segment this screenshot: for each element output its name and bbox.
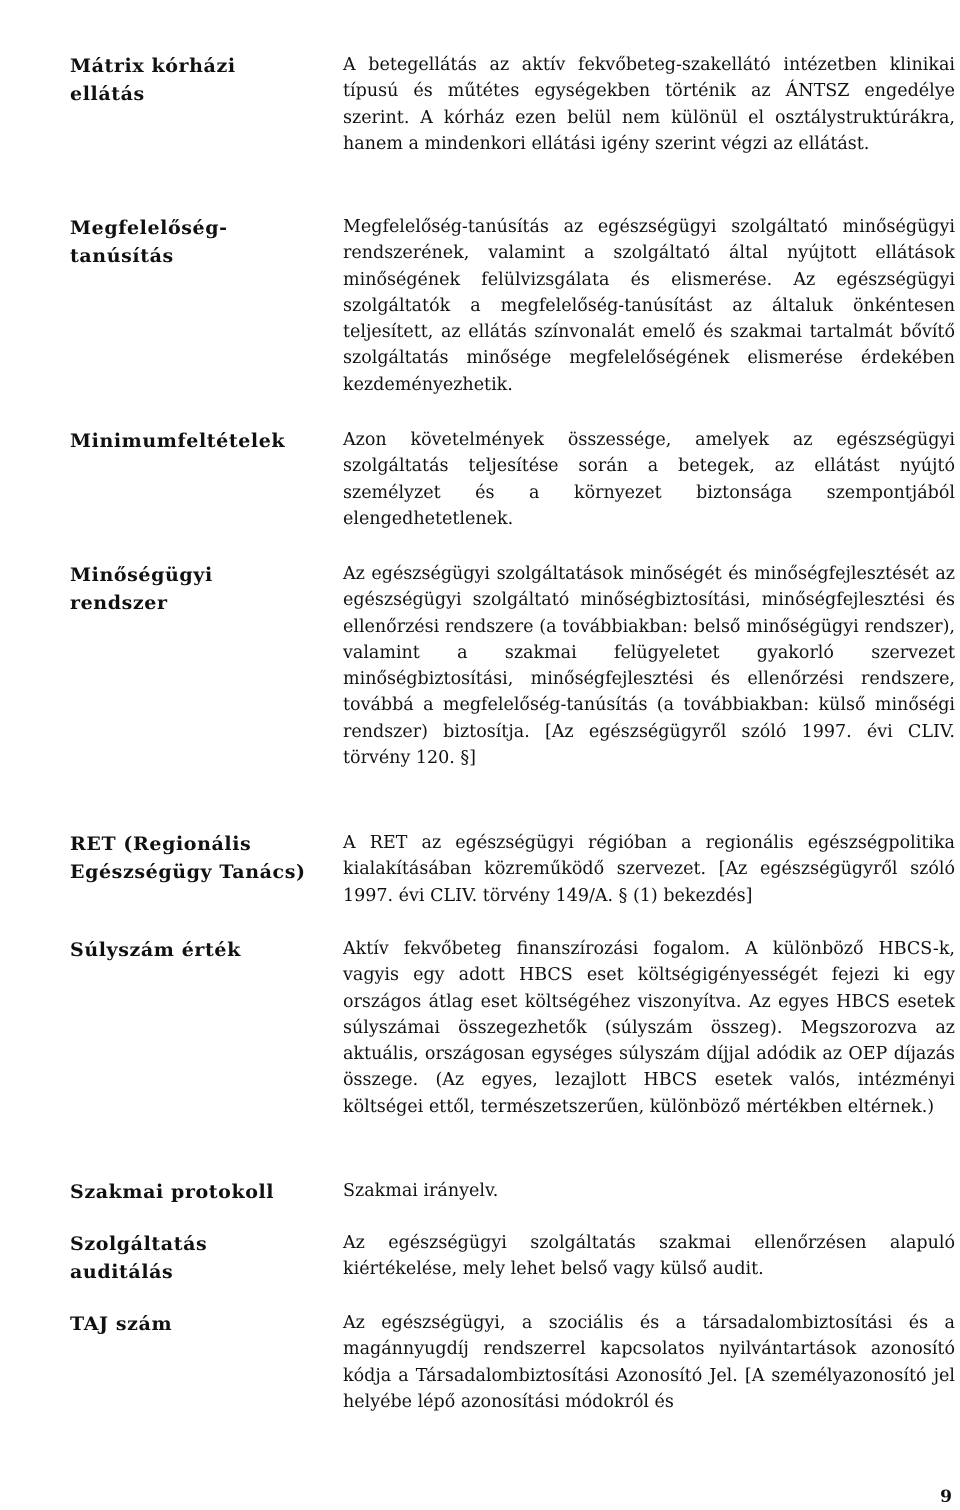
term-definition: Az egészségügyi, a szociális és a társadalombiztosítási és a magánnyugdíj rendszerrel kapcsolatos nyilvántartások azonosító kódja a Társadalombiztosítási Azonosító Jel. [A személyazonosító jel helyébe lépő azonosítási módokról és bbox=[343, 1313, 955, 1412]
term-label bbox=[70, 1230, 328, 1286]
term-line: Súlyszám érték bbox=[70, 939, 241, 961]
term-label bbox=[70, 52, 328, 108]
term-label bbox=[70, 1178, 328, 1206]
term-line: rendszer bbox=[70, 592, 168, 614]
term-label bbox=[70, 830, 328, 886]
term-line: TAJ szám bbox=[70, 1313, 173, 1335]
term-line: Szolgáltatás bbox=[70, 1233, 208, 1255]
term-definition: A betegellátás az aktív fekvőbeteg-szakellátó intézetben klinikai típusú és műtétes egységekben történik az ÁNTSZ engedélye szerint. A kórház ezen belül nem különül el osztálystruktúrákra, hanem a mindenkori ellátási igény szerint végzi az ellátást. bbox=[343, 55, 955, 154]
term-line: Szakmai protokoll bbox=[70, 1181, 275, 1203]
term-label bbox=[70, 1310, 328, 1338]
term-definition: Megfelelőség-tanúsítás az egészségügyi szolgáltató minőségügyi rendszerének, valamint a szolgáltató által nyújtott ellátások minőségének felülvizsgálata és elismerése. Az egészségügyi szolgáltatók a megfelelőség-tanúsítást az általuk önkéntesen teljesített, az ellátás színvonalát emelő és szakmai tartalmát bővítő szolgáltatás minősége megfelelőségének elismerése érdekében kezdeményezhetik. bbox=[343, 217, 955, 395]
term-label bbox=[70, 427, 328, 455]
term-definition: Szakmai irányelv. bbox=[343, 1181, 499, 1201]
term-definition: Aktív fekvőbeteg finanszírozási fogalom. A különböző HBCS-k, vagyis egy adott HBCS eset költségigényességét fejezi ki egy országos átlag eset költségéhez viszonyítva. Az egyes HBCS esetek súlyszámai összegezhetők (súlyszám összeg). Megszorozva az aktuális, országosan egységes súlyszám díjjal adódik az OEP díjazás összege. (Az egyes, lezajlott HBCS esetek valós, intézményi költségei ettől, természetszerűen, különböző mértékben eltérnek.) bbox=[343, 939, 955, 1117]
term-line: Mátrix kórházi bbox=[70, 55, 236, 77]
term-line: Minőségügyi bbox=[70, 564, 213, 586]
term-definition: Azon követelmények összessége, amelyek az egészségügyi szolgáltatás teljesítése során a betegek, az ellátást nyújtó személyzet és a környezet biztonsága szempontjából elengedhetetlenek. bbox=[343, 430, 955, 529]
term-line: RET (Regionális bbox=[70, 833, 252, 855]
term-line: ellátás bbox=[70, 83, 145, 105]
term-definition: Az egészségügyi szolgáltatások minőségét és minőségfejlesztését az egészségügyi szolgáltató minőségbiztosítási, minőségfejlesztési és ellenőrzési rendszere (a továbbiakban: belső minőségügyi rendszer), valamint a szakmai felügyeletet gyakorló szervezet minőségbiztosítási, minőségfejlesztési és ellenőrzési rendszere, továbbá a megfelelőség-tanúsítás (a továbbiakban: külső minőségi rendszer) biztosítja. [Az egészségügyről szóló 1997. évi CLIV. törvény 120. §] bbox=[343, 564, 955, 769]
term-definition: A RET az egészségügyi régióban a regionális egészségpolitika kialakításában közreműködő szervezet. [Az egészségügyről szóló 1997. évi CLIV. törvény 149/A. § (1) bekezdés] bbox=[343, 833, 955, 906]
term-label bbox=[70, 561, 328, 617]
page-number: 9 bbox=[940, 1487, 952, 1507]
term-line: tanúsítás bbox=[70, 245, 174, 267]
term-label bbox=[70, 214, 328, 270]
term-line: auditálás bbox=[70, 1261, 174, 1283]
term-line: Minimumfeltételek bbox=[70, 430, 286, 452]
term-label bbox=[70, 936, 328, 964]
term-line: Egészségügy Tanács) bbox=[70, 861, 306, 883]
term-line: Megfelelőség- bbox=[70, 217, 228, 239]
term-definition: Az egészségügyi szolgáltatás szakmai ellenőrzésen alapuló kiértékelése, mely lehet belső vagy külső audit. bbox=[343, 1233, 955, 1280]
